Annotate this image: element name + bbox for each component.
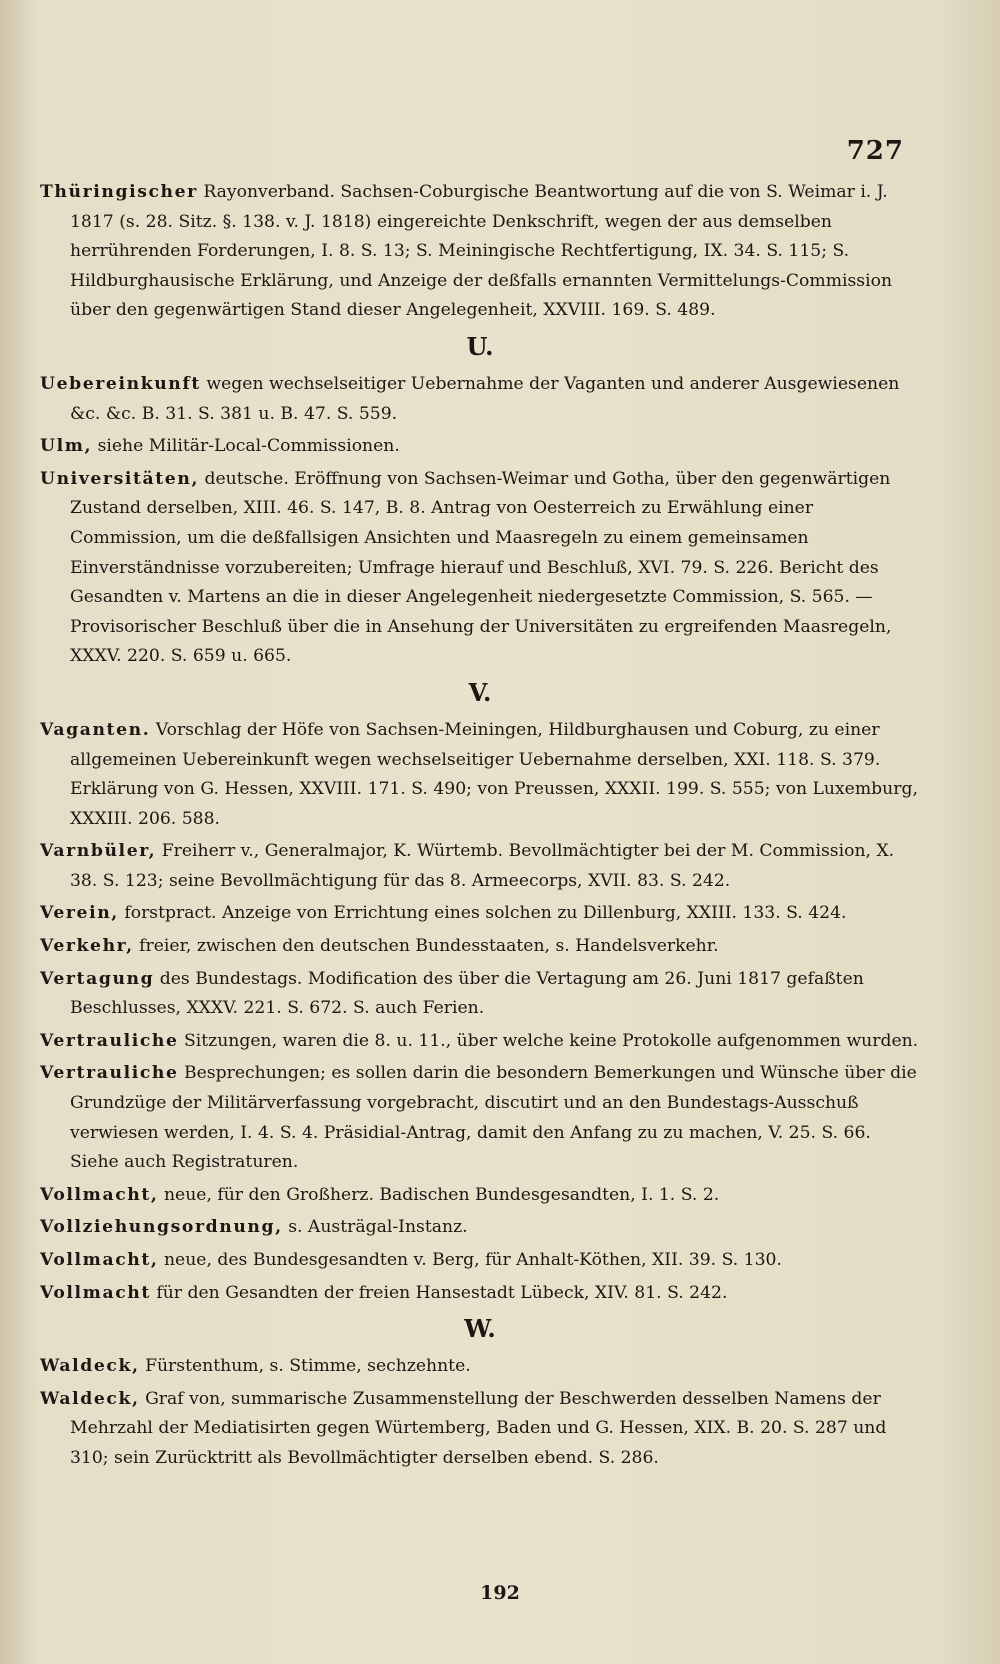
- index-entry: [40, 1385, 920, 1474]
- entry-headword: Vertagung: [40, 968, 155, 989]
- page-number: 727: [846, 136, 904, 166]
- index-entry: [40, 1059, 920, 1177]
- entry-headword: Vertrauliche: [40, 1030, 179, 1051]
- entry-headword: Vollmacht,: [40, 1250, 159, 1270]
- index-entry: [40, 716, 920, 834]
- entry-headword: Universitäten,: [40, 468, 200, 489]
- entry-text: Besprechungen; es sollen darin die besondern Bemerkungen und Wünsche über die Grundzüge der Militärverfassung vorgebracht, discutirt und an den Bundestags-Ausschuß verwiesen werden, I. 4. S. 4. Präsidial-Antrag, damit den Anfang zu zu machen, V. 25. S. 66. Siehe auch Registraturen.: [70, 1063, 917, 1173]
- entry-text: Fürstenthum, s. Stimme, sechzehnte.: [145, 1356, 471, 1377]
- index-entry: [40, 899, 920, 929]
- entry-text: siehe Militär-Local-Commissionen.: [97, 436, 400, 457]
- index-entry: [40, 837, 920, 896]
- signature-number: 192: [480, 1582, 520, 1604]
- entry-text: forstpract. Anzeige von Errichtung eines solchen zu Dillenburg, XXIII. 133. S. 424.: [124, 903, 847, 924]
- index-entry: [40, 1213, 920, 1243]
- entry-headword: Verkehr,: [40, 936, 134, 957]
- section-letter: W.: [464, 1314, 496, 1344]
- entry-headword: Uebereinkunft: [40, 373, 201, 394]
- entry-text: neue, für den Großherz. Badischen Bundesgesandten, I. 1. S. 2.: [163, 1184, 720, 1205]
- entry-text: deutsche. Eröffnung von Sachsen-Weimar und Gotha, über den gegenwärtigen Zustand derselben, XIII. 46. S. 147, B. 8. Antrag von Oesterreich zu Erwählung einer Commission, um die deßfallsigen Ansichten und Maasregeln zu einem gemeinsamen Einverständnisse vorzubereiten; Umfrage hierauf und Beschluß, XVI. 79. S. 226. Bericht des Gesandten v. Martens an die in dieser Angelegenheit niedergesetzte Commission, S. 565. — Provisorischer Beschluß über die in Ansehung der Universitäten zu ergreifenden Maasregeln, XXXV. 220. S. 659 u. 665.: [70, 468, 892, 667]
- index-entry: [40, 370, 920, 429]
- index-entry: [40, 1246, 920, 1276]
- index-entry: [40, 1352, 920, 1382]
- entry-text: Rayonverband. Sachsen-Coburgische Beantwortung auf die von S. Weimar i. J. 1817 (s. 28. Sitz. §. 138. v. J. 1818) eingereichte Denkschrift, wegen der aus demselben herrührenden Forderungen, I. 8. S. 13; S. Meiningische Rechtfertigung, IX. 34. S. 115; S. Hildburghausische Erklärung, und Anzeige der deßfalls ernannten Vermittelungs-Commission über den gegenwärtigen Stand dieser Angelegenheit, XXVIII. 169. S. 489.: [70, 182, 893, 321]
- entry-headword: Ulm,: [40, 436, 93, 457]
- entry-text: Graf von, summarische Zusammenstellung der Beschwerden desselben Namens der Mehrzahl der Mediatisirten gegen Würtemberg, Baden und G. Hessen, XIX. B. 20. S. 287 und 310; sein Zurücktritt als Bevollmächtigter derselben ebend. S. 286.: [70, 1388, 887, 1468]
- entry-headword: Vaganten.: [40, 719, 151, 740]
- index-content: [40, 178, 920, 1474]
- section-letter: U.: [466, 331, 494, 361]
- entry-headword: Thüringischer: [40, 182, 198, 202]
- entry-headword: Waldeck,: [40, 1356, 140, 1377]
- entry-text: für den Gesandten der freien Hansestadt Lübeck, XIV. 81. S. 242.: [156, 1282, 728, 1303]
- index-entry: [40, 932, 920, 962]
- entry-text: Freiherr v., Generalmajor, K. Würtemb. Bevollmächtigter bei der M. Commission, X. 38. S. 123; seine Bevollmächtigung für das 8. Armeecorps, XVII. 83. S. 242.: [70, 841, 895, 891]
- entry-text: freier, zwischen den deutschen Bundesstaaten, s. Handelsverkehr.: [139, 936, 719, 957]
- entry-headword: Vollmacht: [40, 1282, 151, 1303]
- entry-text: Sitzungen, waren die 8. u. 11., über welche keine Protokolle aufgenommen wurden.: [184, 1030, 919, 1051]
- index-entry: [40, 178, 920, 326]
- section-letter: V.: [468, 677, 492, 707]
- entry-text: s. Austrägal-Instanz.: [288, 1217, 468, 1238]
- entry-headword: Vollziehungsordnung,: [40, 1217, 283, 1238]
- entry-headword: Vertrauliche: [40, 1063, 179, 1084]
- entry-text: neue, des Bundesgesandten v. Berg, für Anhalt-Köthen, XII. 39. S. 130.: [163, 1250, 782, 1270]
- entry-headword: Waldeck,: [40, 1388, 140, 1409]
- entry-text: des Bundestags. Modification des über die Vertagung am 26. Juni 1817 gefaßten Beschlusses, XXXV. 221. S. 672. S. auch Ferien.: [70, 968, 864, 1019]
- entry-headword: Verein,: [40, 903, 119, 924]
- index-entry: [40, 965, 920, 1024]
- entry-headword: Varnbüler,: [40, 841, 157, 862]
- entry-text: wegen wechselseitiger Uebernahme der Vaganten und anderer Ausgewiesenen &c. &c. B. 31. S. 381 u. B. 47. S. 559.: [70, 373, 900, 424]
- entry-headword: Vollmacht,: [40, 1184, 159, 1205]
- index-entry: [40, 432, 920, 462]
- index-entry: [40, 1279, 920, 1309]
- index-entry: [40, 1027, 920, 1057]
- index-entry: [40, 1181, 920, 1211]
- index-entry: [40, 465, 920, 672]
- entry-text: Vorschlag der Höfe von Sachsen-Meiningen, Hildburghausen und Coburg, zu einer allgemeinen Uebereinkunft wegen wechselseitiger Uebernahme derselben, XXI. 118. S. 379. Erklärung von G. Hessen, XXVIII. 171. S. 490; von Preussen, XXXII. 199. S. 555; von Luxemburg, XXXIII. 206. 588.: [70, 719, 918, 829]
